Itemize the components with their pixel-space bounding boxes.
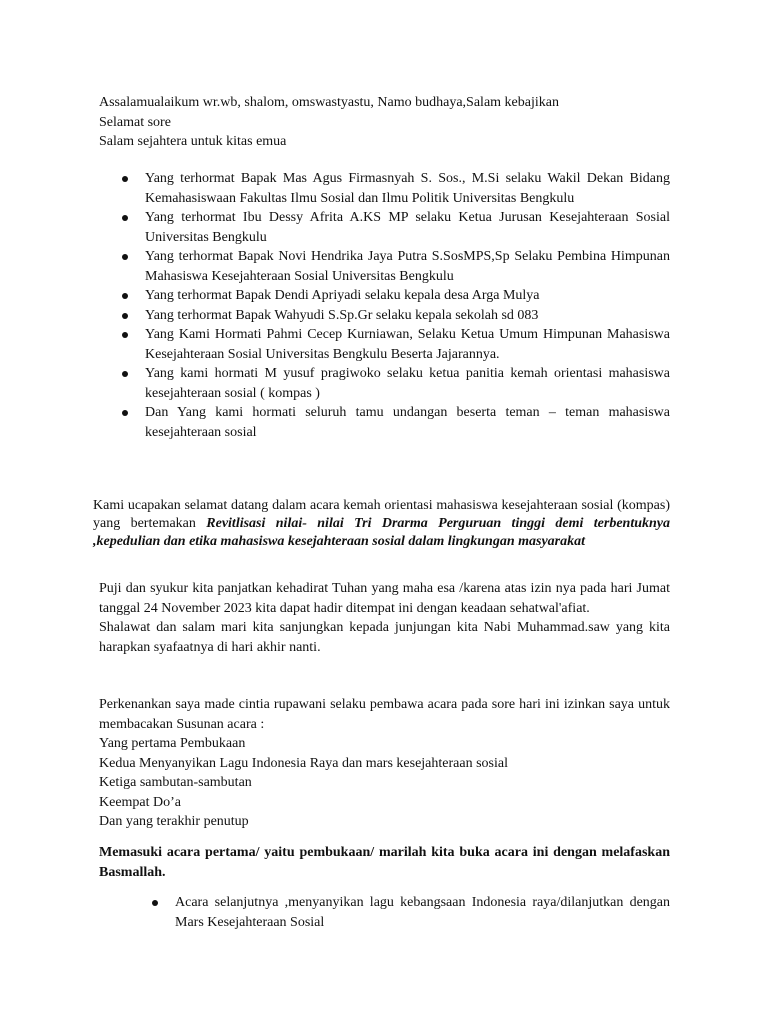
next-list (149, 893, 670, 932)
agenda-item: Dan yang terakhir penutup (99, 814, 249, 829)
agenda-item: Ketiga sambutan-sambutan (99, 775, 252, 790)
list-item: Yang terhormat Ibu Dessy Afrita A.KS MP selaku Ketua Jurusan Kesejahteraan Sosial Universitas Bengkulu (119, 208, 670, 247)
agenda-item: Yang pertama Pembukaan (99, 736, 246, 751)
opening-paragraph: Memasuki acara pertama/ yaitu pembukaan/ marilah kita buka acara ini dengan melafaskan Basmallah. (99, 845, 670, 880)
greeting-line: Salam sejahtera untuk kitas emua (99, 134, 287, 149)
agenda-item: Kedua Menyanyikan Lagu Indonesia Raya dan mars kesejahteraan sosial (99, 755, 508, 771)
praise-paragraph: Puji dan syukur kita panjatkan kehadirat Tuhan yang maha esa /karena atas izin nya pada hari Jumat tanggal 24 November 2023 kita dapat hadir ditempat ini dengan keadaan sehatwal'afiat. (99, 581, 670, 616)
list-item: Yang terhormat Bapak Dendi Apriyadi selaku kepala desa Arga Mulya (119, 286, 670, 306)
list-item: Yang Kami Hormati Pahmi Cecep Kurniawan, Selaku Ketua Umum Himpunan Mahasiswa Kesejahteraan Sosial Universitas Bengkulu Beserta Jajarannya. (119, 325, 670, 364)
gratitude-block (99, 579, 670, 657)
list-item: Yang terhormat Bapak Wahyudi S.Sp.Gr selaku kepala sekolah sd 083 (119, 306, 670, 326)
introduction-paragraph: Perkenankan saya made cintia rupawani selaku pembawa acara pada sore hari ini izinkan saya untuk membacakan Susunan acara : (99, 697, 670, 732)
welcome-paragraph (93, 497, 670, 551)
list-item: Dan Yang kami hormati seluruh tamu undangan beserta teman – teman mahasiswa kesejahteraan sosial (119, 403, 670, 442)
agenda-block (99, 695, 670, 832)
agenda-item: Keempat Do’a (99, 794, 182, 810)
theme-text: Revitlisasi nilai- nilai Tri Drarma Perguruan tinggi demi terbentuknya ,kepedulian dan etika mahasiswa kesejahteraan sosial dalam lingkungan masyarakat (93, 516, 670, 549)
list-item: Yang kami hormati M yusuf pragiwoko selaku ketua panitia kemah orientasi mahasiswa kesejahteraan sosial ( kompas ) (119, 364, 670, 403)
list-item: Yang terhormat Bapak Mas Agus Firmasnyah S. Sos., M.Si selaku Wakil Dekan Bidang Kemahasiswaan Fakultas Ilmu Sosial dan Ilmu Politik Universitas Bengkulu (119, 169, 670, 208)
list-item: Acara selanjutnya ,menyanyikan lagu kebangsaan Indonesia raya/dilanjutkan dengan Mars Kesejahteraan Sosial (149, 893, 670, 932)
list-item: Yang terhormat Bapak Novi Hendrika Jaya Putra S.SosMPS,Sp Selaku Pembina Himpunan Mahasiswa Kesejahteraan Sosial Universitas Bengkulu (119, 247, 670, 286)
greeting-block (99, 93, 679, 152)
honorifics-list (119, 169, 670, 442)
welcome-text: Kami ucapakan selamat datang dalam acara kemah orientasi mahasiswa kesejahteraan sosial (kompas) yang bertemakan (93, 498, 670, 531)
greeting-line: Assalamualaikum wr.wb, shalom, omswastyastu, Namo budhaya,Salam kebajikan (99, 95, 559, 110)
greeting-line: Selamat sore (99, 114, 171, 130)
shalawat-paragraph: Shalawat dan salam mari kita sanjungkan kepada junjungan kita Nabi Muhammad.saw yang kita harapkan syafaatnya di hari akhir nanti. (99, 620, 670, 655)
